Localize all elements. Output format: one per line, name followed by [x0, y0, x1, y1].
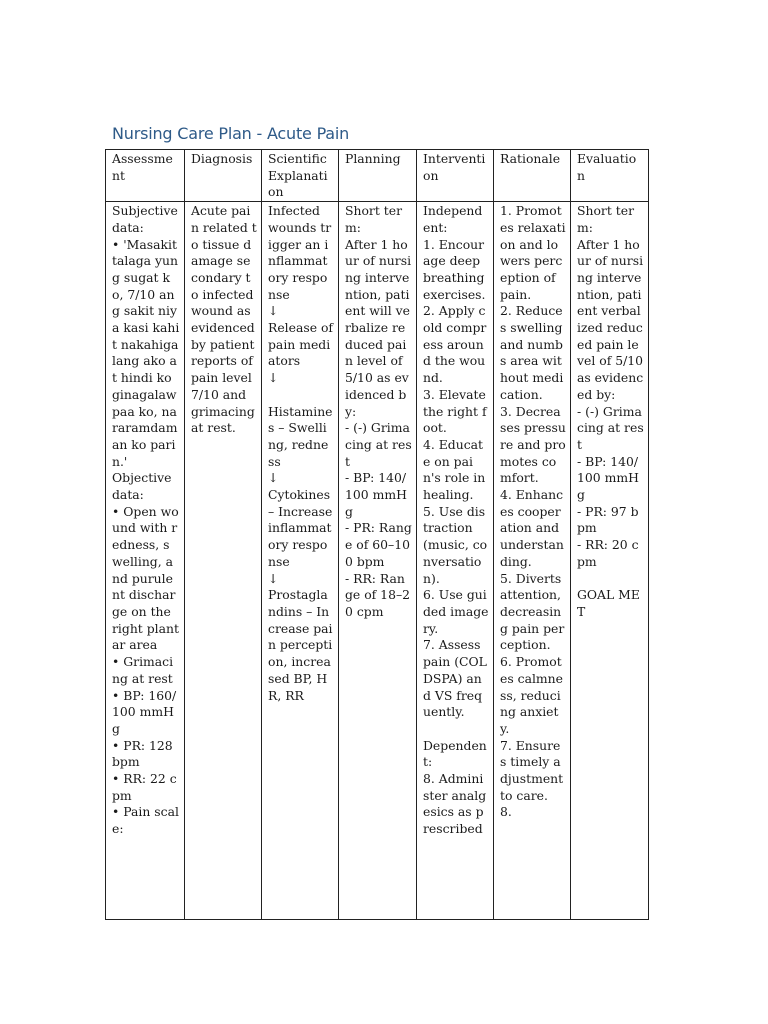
column-header-diagnosis: Diagnosis [185, 150, 262, 202]
rationale-cell: 1. Promotes relaxation and lowers perception of pain. 2. Reduces swelling and numbs area without medication. 3. Decreases pressure and promotes comfort. 4. Enhances cooperation and understanding. 5. Diverts attention, decreasing pain perception. 6. Promotes calmness, reducing anxiety. 7. Ensures timely adjustment to care. 8. [494, 202, 571, 920]
column-header-evaluation: Evaluation [571, 150, 649, 202]
nursing-care-plan-table [105, 149, 649, 920]
column-header-scientific-explanation: Scientific Explanation [262, 150, 339, 202]
evaluation-cell: Short term: After 1 hour of nursing intervention, patient verbalized reduced pain level of 5/10 as evidenced by: - (-) Grimacing at rest - BP: 140/100 mmHg - PR: 97 bpm - RR: 20 cpm GOAL MET [571, 202, 649, 920]
diagnosis-cell: Acute pain related to tissue damage secondary to infected wound as evidenced by patient reports of pain level 7/10 and grimacing at rest. [185, 202, 262, 920]
column-header-planning: Planning [339, 150, 417, 202]
intervention-cell: Independent: 1. Encourage deep breathing exercises. 2. Apply cold compress around the wound. 3. Elevate the right foot. 4. Educate on pain's role in healing. 5. Use distraction (music, conversation). 6. Use guided imagery. 7. Assess pain (COLDSPA) and VS frequently. Dependent: 8. Administer analgesics as prescribed [417, 202, 494, 920]
column-header-intervention: Intervention [417, 150, 494, 202]
table-header-row [106, 150, 649, 202]
scientific-explanation-cell: Infected wounds trigger an inflammatory response ↓ Release of pain mediators ↓ Histamines – Swelling, redness ↓ Cytokines – Increase inflammatory response ↓ Prostaglandins – Increase pain perception, increased BP, HR, RR [262, 202, 339, 920]
column-header-assessment: Assessment [106, 150, 185, 202]
assessment-cell: Subjective data: • 'Masakit talaga yung sugat ko, 7/10 ang sakit niya kasi kahit nakahiga lang ako at hindi ko ginagalaw paa ko, nararamdaman ko parin.' Objective data: • Open wound with redness, swelling, and purulent discharge on the right plantar area • Grimacing at rest • BP: 160/100 mmHg • PR: 128 bpm • RR: 22 cpm • Pain scale: [106, 202, 185, 920]
column-header-rationale: Rationale [494, 150, 571, 202]
page-title: Nursing Care Plan - Acute Pain [112, 124, 350, 143]
planning-cell: Short term: After 1 hour of nursing intervention, patient will verbalize reduced pain level of 5/10 as evidenced by: - (-) Grimacing at rest - BP: 140/100 mmHg - PR: Range of 60–100 bpm - RR: Range of 18–20 cpm [339, 202, 417, 920]
table-row [106, 202, 649, 920]
